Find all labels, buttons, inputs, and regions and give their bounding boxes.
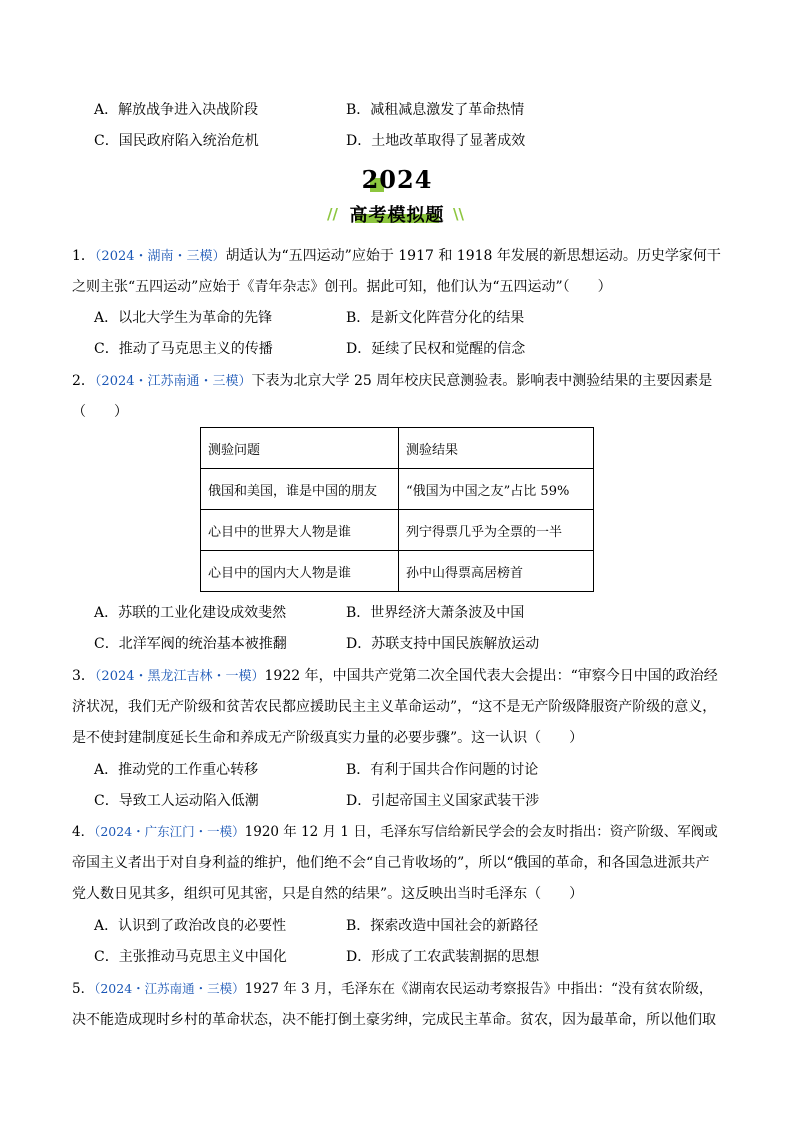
question-2-text: 下表为北京大学 25 周年校庆民意测验表。影响表中测验结果的主要因素是 <box>251 373 713 389</box>
table-cell: 心目中的世界大人物是谁 <box>201 510 399 551</box>
survey-table <box>200 427 594 592</box>
table-header-row <box>201 428 594 469</box>
right-slash-decoration: \\ <box>453 205 464 223</box>
question-2-option-b[interactable]: B．世界经济大萧条波及中国 <box>346 605 525 621</box>
table-row <box>201 510 594 551</box>
question-2-source: （2024・江苏南通・三模） <box>94 374 252 389</box>
question-4-line-2: 帝国主义者出于对自身利益的维护，他们绝不会“自己肯收场的”，所以“俄国的革命，和各国急进派共产 <box>72 855 710 871</box>
question-1-line-2: 之则主张“五四运动”应始于《青年杂志》创刊。据此可知，他们认为“五四运动”（ ） <box>72 279 612 295</box>
question-4-option-c[interactable]: C．主张推动马克思主义中国化 <box>94 949 287 965</box>
section-year: 2024 <box>361 165 433 194</box>
table-row <box>201 551 594 592</box>
question-4-line-1 <box>72 822 718 842</box>
table-cell: 心目中的国内大人物是谁 <box>201 551 399 592</box>
question-1-source: （2024・湖南・三模） <box>94 249 226 264</box>
question-2-option-c[interactable]: C．北洋军阀的统治基本被推翻 <box>94 636 287 652</box>
table-row <box>201 469 594 510</box>
question-1-option-b[interactable]: B．是新文化阵营分化的结果 <box>346 310 525 326</box>
question-1-line-1 <box>72 246 721 267</box>
table-header-cell: 测验结果 <box>399 428 594 469</box>
question-5-line-2: 决不能造成现时乡村的革命状态，决不能打倒土豪劣绅，完成民主革命。贫农，因为最革命，所以他们取 <box>72 1012 716 1028</box>
prev-option-a[interactable]: A．解放战争进入决战阶段 <box>94 102 259 118</box>
table-cell: 孙中山得票高居榜首 <box>399 551 594 592</box>
question-2-option-d[interactable]: D．苏联支持中国民族解放运动 <box>346 636 540 652</box>
question-1-number: 1． <box>72 248 95 264</box>
question-4-text: 1920 年 12 月 1 日，毛泽东写信给新民学会的会友时指出：资产阶级、军阀或 <box>244 824 718 840</box>
question-1-option-d[interactable]: D．延续了民权和觉醒的信念 <box>346 341 526 357</box>
question-5-line-1 <box>72 979 712 999</box>
question-2-line-2: （ ） <box>72 404 128 420</box>
question-4-source: （2024・广东江门・一模） <box>94 824 245 839</box>
question-1-option-c[interactable]: C．推动了马克思主义的传播 <box>94 341 273 357</box>
question-3-line-2: 济状况，我们无产阶级和贫苦农民都应援助民主主义革命运动”，“这不是无产阶级降服资产阶级的意义， <box>72 699 717 715</box>
prev-option-c[interactable]: C．国民政府陷入统治危机 <box>94 133 259 149</box>
question-4-option-d[interactable]: D．形成了工农武装割据的思想 <box>346 949 540 965</box>
question-4-line-3: 党人数日见其多，组织可见其密，只是自然的结果”。这反映出当时毛泽东（ ） <box>72 886 584 902</box>
question-2-number: 2． <box>72 373 95 389</box>
table-cell: 俄国和美国，谁是中国的朋友 <box>201 469 399 510</box>
question-3-line-3: 是不使封建制度延长生命和养成无产阶级真实力量的必要步骤”。这一认识（ ） <box>72 730 584 746</box>
left-slash-decoration: // <box>327 205 338 223</box>
question-5-text: 1927 年 3 月，毛泽东在《湖南农民运动考察报告》中指出：“没有贫农阶级， <box>244 981 713 997</box>
prev-option-d[interactable]: D．土地改革取得了显著成效 <box>346 133 526 149</box>
question-2-line-1 <box>72 371 712 392</box>
question-5-number: 5． <box>72 981 95 997</box>
question-5-source: （2024・江苏南通・三模） <box>94 981 245 996</box>
question-3-option-c[interactable]: C．导致工人运动陷入低潮 <box>94 793 259 809</box>
table-cell: “俄国为中国之友”占比 59% <box>399 469 594 510</box>
table-cell: 列宁得票几乎为全票的一半 <box>399 510 594 551</box>
question-3-line-1 <box>72 666 718 687</box>
table-header-cell: 测验问题 <box>201 428 399 469</box>
question-4-option-b[interactable]: B．探索改造中国社会的新路径 <box>346 918 539 934</box>
question-4-number: 4． <box>72 824 95 840</box>
question-1-text: 胡适认为“五四运动”应始于 1917 和 1918 年发展的新思想运动。历史学家何干 <box>225 248 721 264</box>
question-3-number: 3． <box>72 668 95 684</box>
question-1-option-a[interactable]: A．以北大学生为革命的先锋 <box>94 310 273 326</box>
question-2-option-a[interactable]: A．苏联的工业化建设成效斐然 <box>94 605 287 621</box>
question-3-option-a[interactable]: A．推动党的工作重心转移 <box>94 762 259 778</box>
question-4-option-a[interactable]: A．认识到了政治改良的必要性 <box>94 918 287 934</box>
question-3-text: 1922 年，中国共产党第二次全国代表大会提出：“审察今日中国的政治经 <box>264 668 718 684</box>
section-subtitle: 高考模拟题 <box>349 205 445 226</box>
question-3-option-d[interactable]: D．引起帝国主义国家武装干涉 <box>346 793 540 809</box>
prev-option-b[interactable]: B．减租减息激发了革命热情 <box>346 102 525 118</box>
question-3-option-b[interactable]: B．有利于国共合作问题的讨论 <box>346 762 539 778</box>
question-3-source: （2024・黑龙江吉林・一模） <box>94 669 265 684</box>
